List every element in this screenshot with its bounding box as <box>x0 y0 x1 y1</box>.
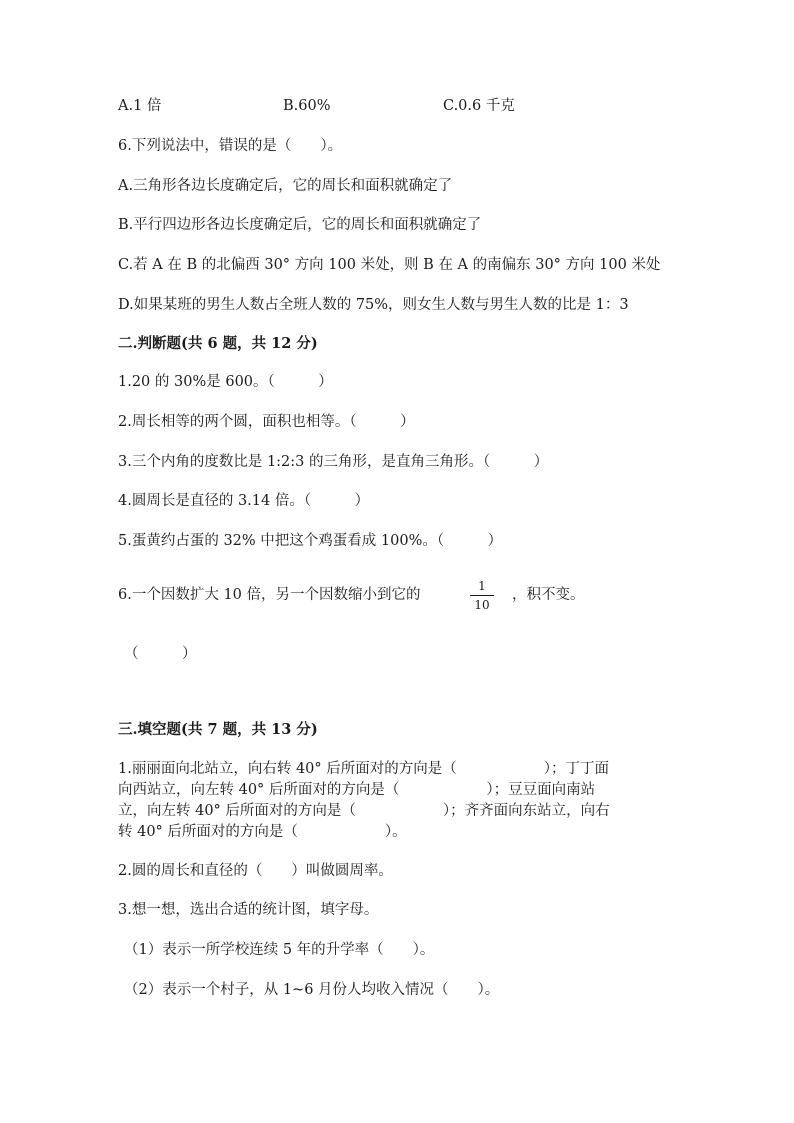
option-c: C.0.6 千克 <box>443 98 515 114</box>
judge-item: 2.周长相等的两个圆，面积也相等。（ ） <box>118 414 415 430</box>
fill-q2: 2.圆的周长和直径的（ ）叫做圆周率。 <box>118 863 393 879</box>
fraction-bar <box>470 595 494 596</box>
fraction-numerator: 1 <box>478 579 486 593</box>
judge-item: 3.三个内角的度数比是 1:2:3 的三角形，是直角三角形。（ ） <box>118 454 549 470</box>
option-b: B.60% <box>283 98 331 114</box>
fill-q1-line: 立，向左转 40° 后所面对的方向是（ ）；齐齐面向东站立，向右 <box>118 803 610 819</box>
section2-title: 二.判断题(共 6 题，共 12 分) <box>118 335 318 352</box>
q6-stem: 6.下列说法中，错误的是（ ）。 <box>118 138 343 154</box>
judge-item-6-text: 6.一个因数扩大 10 倍，另一个因数缩小到它的 <box>118 587 421 603</box>
fill-q1-line: 转 40° 后所面对的方向是（ ）。 <box>118 824 407 840</box>
judge-item-6-tail: ，积不变。 <box>512 587 585 603</box>
q6-option-b: B.平行四边形各边长度确定后，它的周长和面积就确定了 <box>118 217 482 233</box>
fraction-denominator: 10 <box>474 598 490 612</box>
fill-q3: 3.想一想，选出合适的统计图，填字母。 <box>118 902 379 918</box>
judge-item: 5.蛋黄约占蛋的 32% 中把这个鸡蛋看成 100%。（ ） <box>118 533 503 549</box>
judge-item-6-answer: （ ） <box>124 646 197 662</box>
fill-q3-sub1: （1）表示一所学校连续 5 年的升学率（ ）。 <box>124 942 435 958</box>
judge-item: 1.20 的 30%是 600。（ ） <box>118 374 333 390</box>
fill-q1-line: 向西站立，向左转 40° 后所面对的方向是（ ）；豆豆面向南站 <box>118 782 596 798</box>
fill-q1 <box>118 759 678 843</box>
q6-option-c: C.若 A 在 B 的北偏西 30° 方向 100 米处，则 B 在 A 的南偏东 30° 方向 100 米处 <box>118 257 661 273</box>
fill-q3-sub2: （2）表示一个村子，从 1~6 月份人均收入情况（ ）。 <box>124 982 500 998</box>
fill-q1-line: 1.丽丽面向北站立，向右转 40° 后所面对的方向是（ ）；丁丁面 <box>118 761 610 777</box>
q6-option-a: A.三角形各边长度确定后，它的周长和面积就确定了 <box>118 178 453 194</box>
judge-item: 4.圆周长是直径的 3.14 倍。（ ） <box>118 493 370 509</box>
option-a: A.1 倍 <box>118 98 162 114</box>
fraction <box>470 579 494 612</box>
section3-title: 三.填空题(共 7 题，共 13 分) <box>118 721 318 738</box>
q6-option-d: D.如果某班的男生人数占全班人数的 75%，则女生人数与男生人数的比是 1：3 <box>118 297 629 313</box>
